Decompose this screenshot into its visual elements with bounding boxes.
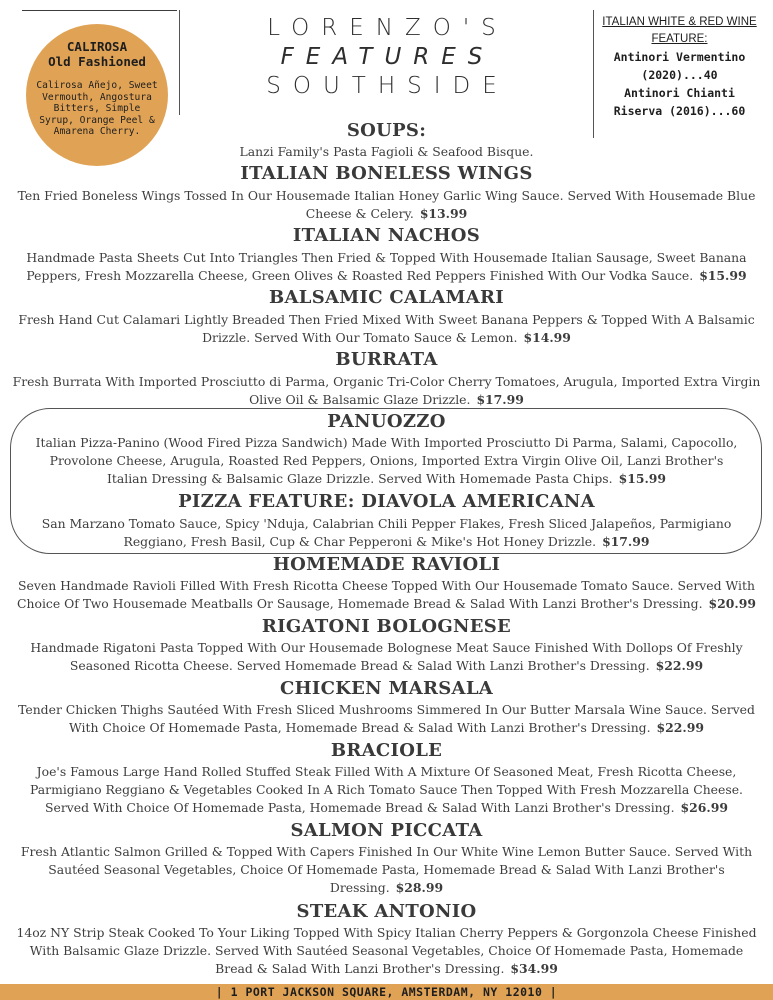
brand-line1: LORENZO'S [267,15,508,41]
menu-item-title: BALSAMIC CALAMARI [268,287,505,308]
menu-item-title: ITALIAN NACHOS [292,225,481,246]
cocktail-title-line2: Old Fashioned [48,54,146,69]
menu-item-desc-text: Fresh Hand Cut Calamari Lightly Breaded Then Fried Mixed With Sweet Banana Peppers & Topped With A Balsamic Drizzle. Served With Our Tomato Sauce & Lemon. [18,312,755,345]
menu-item-title: ITALIAN BONELESS WINGS [240,163,533,184]
menu-item-price: $26.99 [680,800,728,815]
menu-item-desc-text: Seven Handmade Ravioli Filled With Fresh Ricotta Cheese Topped With Our Housemade Tomato Sauce. Served With Choice Of Two Housemade Meatballs Or Sausage, Homemade Bread & Salad With Lanzi Brother's Dressing. [17,578,755,611]
wine-heading-line2: FEATURE: [651,33,708,45]
menu-item-description [10,763,763,817]
menu-item-description [10,924,763,978]
menu-item-description [10,701,763,737]
menu-item-title: CHICKEN MARSALA [279,678,494,699]
menu-item-title: HOMEMADE RAVIOLI [272,554,501,575]
header-divider-left [179,10,180,115]
wine-item-2-line2: Riserva (2016)...60 [613,104,746,118]
menu-item-description [10,515,763,551]
menu-item-description [30,434,743,488]
menu-item-title: SALMON PICCATA [290,820,483,841]
menu-item-price: $34.99 [510,961,558,976]
address-footer: | 1 PORT JACKSON SQUARE, AMSTERDAM, NY 12010 | [0,984,773,1000]
menu-item-desc-text: Handmade Rigatoni Pasta Topped With Our Housemade Bolognese Meat Sauce Finished With Dollops Of Freshly Seasoned Ricotta Cheese. Served Homemade Bread & Salad With Lanzi Brother's Dressing. [30,640,743,673]
wine-item-2-line1: Antinori Chianti [624,86,735,100]
menu-item-price: $28.99 [395,880,444,895]
menu-item-desc-text: Tender Chicken Thighs Sautéed With Fresh Sliced Mushrooms Simmered In Our Butter Marsala Wine Sauce. Served With Choice Of Homemade Pasta, Homemade Bread & Salad With Lanzi Brother's Dressing. [18,702,755,735]
cocktail-description: Calirosa Añejo, Sweet Vermouth, Angostura Bitters, Simple Syrup, Orange Peel & Amarena Cherry. [36,80,158,137]
menu-item-desc-text: 14oz NY Strip Steak Cooked To Your Liking Topped With Spicy Italian Cherry Peppers & Gorgonzola Cheese Finished With Balsamic Glaze Drizzle. Served With Sautéed Seasonal Vegetables, Choice Of Homemade Pasta, Homemade Bread & Salad With Lanzi Brother's Dressing. [16,925,757,976]
wine-item-1-line2: (2020)...40 [641,68,718,82]
menu-item-description [10,249,763,285]
cocktail-title-line1: CALIROSA [66,39,128,54]
top-rule [22,10,177,11]
menu-item-desc-text: Fresh Burrata With Imported Prosciutto di Parma, Organic Tri-Color Cherry Tomatoes, Arugula, Imported Extra Virgin Olive Oil & Balsamic Glaze Drizzle. [12,374,761,407]
menu-item-desc-text: Lanzi Family's Pasta Fagioli & Seafood Bisque. [239,144,534,159]
menu-item-desc-text: Handmade Pasta Sheets Cut Into Triangles Then Fried & Topped With Housemade Italian Sausage, Sweet Banana Peppers, Fresh Mozzarella Cheese, Green Olives & Roasted Red Peppers Finished With Our Vodka Sauce. [26,250,747,283]
menu-item-title: BURRATA [335,349,438,370]
menu-item-price: $13.99 [419,206,468,221]
menu-item-desc-text: San Marzano Tomato Sauce, Spicy 'Nduja, Calabrian Chili Pepper Flakes, Fresh Sliced Jalapeños, Parmigiano Reggiano, Fresh Basil, Cup & Char Pepperoni & Mike's Hot Honey Drizzle. [41,516,732,549]
menu-item-price: $20.99 [708,596,756,611]
menu-item-description [10,843,763,897]
brand-heading [190,14,585,101]
menu-item-desc-text: Fresh Atlantic Salmon Grilled & Topped With Capers Finished In Our White Wine Lemon Butter Sauce. Served With Sautéed Seasonal Vegetables, Choice Of Homemade Pasta, Homemade Bread & Salad With Lanzi Brother's Dressing. [20,844,753,895]
header-divider-right [593,10,594,138]
menu-item-title: RIGATONI BOLOGNESE [261,616,512,637]
brand-line3: SOUTHSIDE [266,73,509,99]
menu-item-title: BRACIOLE [330,740,443,761]
menu-item-title: STEAK ANTONIO [296,901,477,922]
menu-item-price: $22.99 [656,720,704,735]
menu-item-description [10,373,763,409]
menu-item-price: $14.99 [523,330,571,345]
menu-item-price: $17.99 [602,534,650,549]
menu-item-description [10,311,763,347]
cocktail-title [26,39,168,69]
menu-item-price: $15.99 [699,268,747,283]
menu-item-price: $15.99 [618,471,666,486]
menu-item-price: $17.99 [476,392,524,407]
menu-item-desc-text: Italian Pizza-Panino (Wood Fired Pizza Sandwich) Made With Imported Prosciutto Di Parma, Salami, Capocollo, Provolone Cheese, Arugula, Roasted Red Peppers, Onions, Imported Extra Virgin Olive Oil, Lanzi Brother's Italian Dressing & Balsamic Glaze Drizzle. Served With Homemade Pasta Chips. [35,435,738,486]
menu-item-desc-text: Ten Fried Boneless Wings Tossed In Our Housemade Italian Honey Garlic Wing Sauce. Served With Housemade Blue Cheese & Celery. [17,188,756,221]
wine-feature [597,14,762,120]
wine-item-1-line1: Antinori Vermentino [613,50,746,64]
menu-item-price: $22.99 [655,658,704,673]
menu-item-desc-text: Joe's Famous Large Hand Rolled Stuffed Steak Filled With A Mixture Of Seasoned Meat, Fresh Ricotta Cheese, Parmigiano Reggiano & Vegetables Cooked In A Rich Tomato Sauce Then Topped With Fresh Mozzarella Cheese. Served With Choice Of Homemade Pasta, Homemade Bread & Salad With Lanzi Brother's Dressing. [30,764,743,815]
menu-item-title: PANUOZZO [327,411,446,432]
menu-item-title: PIZZA FEATURE: DIAVOLA AMERICANA [178,491,595,512]
brand-line2: FEATURES [280,44,495,70]
menu-item-description [10,577,763,613]
menu-item-description [10,187,763,223]
menu-item-title: SOUPS: [346,120,427,141]
menu-item-description [10,143,763,161]
wine-heading-line1: ITALIAN WHITE & RED WINE [602,16,757,28]
menu-item-description [10,639,763,675]
